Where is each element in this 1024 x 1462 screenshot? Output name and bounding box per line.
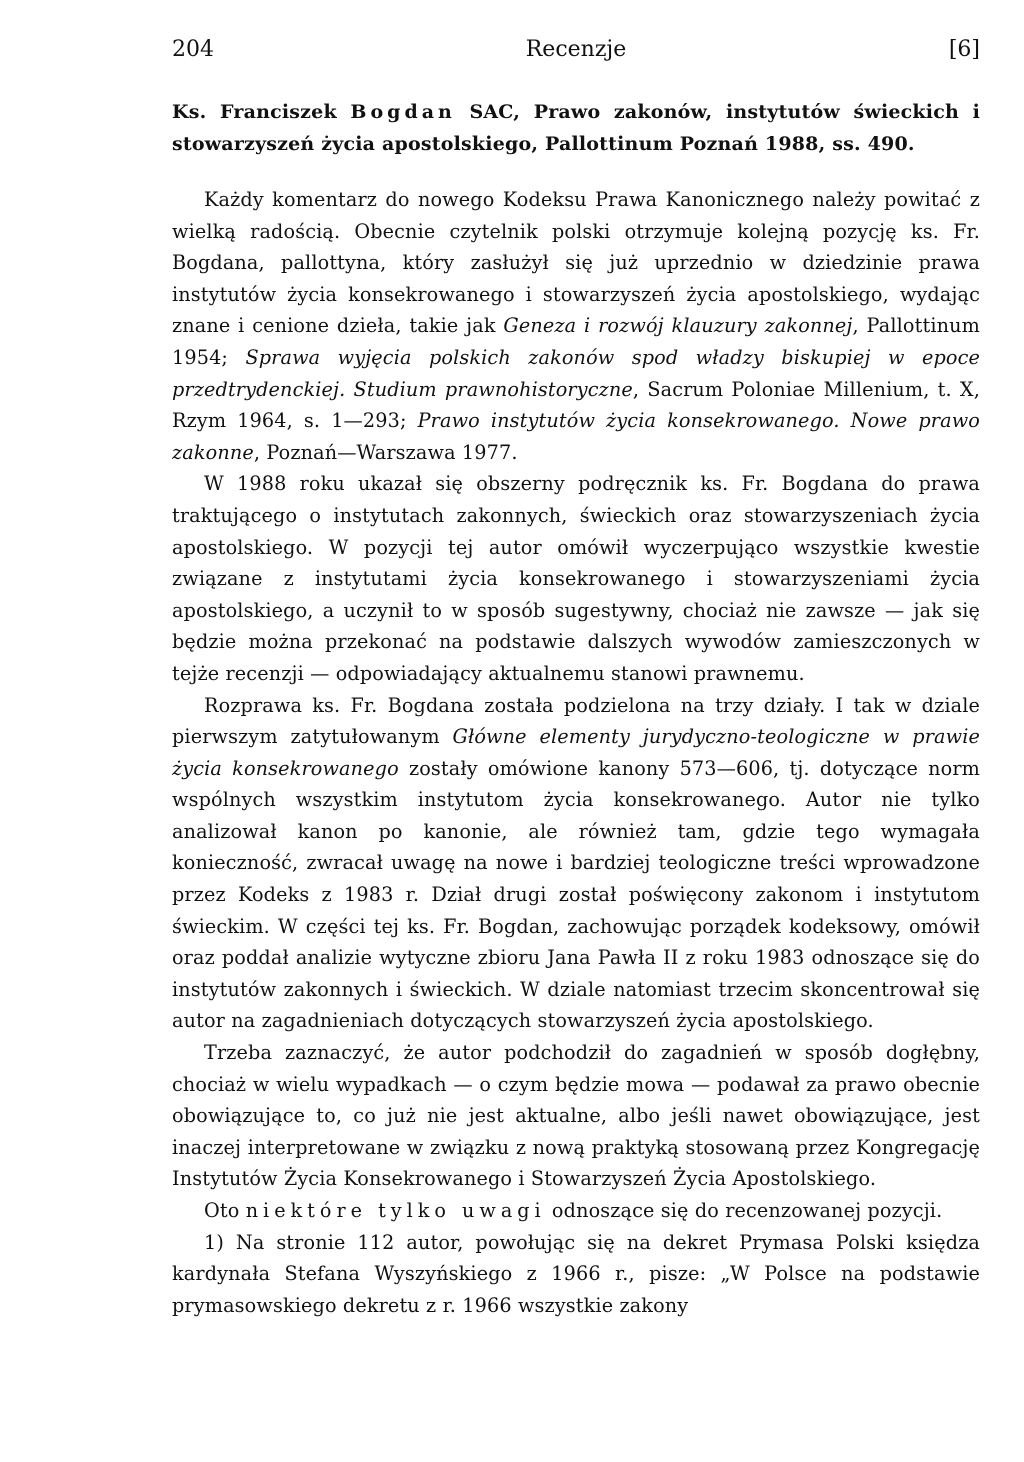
p1-text-b: , Pallottinum 1954; [172,314,980,369]
p1-text-a: Każdy komentarz do nowego Kodeksu Prawa Kanonicznego należy powitać z wielką radością. Obecnie czytelnik polski otrzymuje kolejną pozycję ks. Fr. Bogdana, pallottyna, który zasłużył się już uprzednio w dziedzinie prawa instytutów życia konsekrowanego i stowarzyszeń życia apostolskiego, wydając znane i cenione dzieła, takie jak [172,188,980,338]
paragraph-3 [172,690,980,1038]
running-head [172,30,980,70]
p1-title-2: Sprawa wyjęcia polskich zakonów spod władzy biskupiej w epoce przedtrydenckiej. Studium prawnohistoryczne [172,345,980,401]
p1-text-c: , Sacrum Poloniae Millenium, t. X, Rzym 1964, s. 1—293; [172,377,980,433]
p3-text-b: zostały omówione kanony 573—606, tj. dotyczące norm wspólnych wszystkim instytutom życia konsekrowanego. Autor nie tylko analizował kanon po kanonie, ale również tam, gdzie tego wymagała konieczność, zwracał uwagę na nowe i bardziej teologiczne treści wprowadzone przez Kodeks z 1983 r. Dział drugi został poświęcony zakonom i instytutom świeckim. W części tej ks. Fr. Bogdan, zachowując porządek kodeksowy, omówił oraz poddał analizie wytyczne zbioru Jana Pawła II z roku 1983 odnoszące się do instytutów zakonnych i świeckich. W dziale natomiast trzecim skoncentrował się autor na zagadnieniach dotyczących stowarzyszeń życia apostolskiego. [172,756,980,1033]
p5-spaced-text: niektóre tylko uwagi [245,1199,546,1222]
section-ref: [6] [948,37,980,62]
bibliographic-entry [172,96,980,160]
p5-text-b: odnoszące się do recenzowanej pozycji. [545,1199,943,1222]
paragraph-6: 1) Na stronie 112 autor, powołując się na dekret Prymasa Polski księdza kardynała Stefana Wyszyńskiego z 1966 r., pisze: „W Polsce na podstawie prymasowskiego dekretu z r. 1966 wszystkie zakony [172,1230,980,1317]
biblio-rest: SAC, Prawo zakonów, instytutów świeckich i stowarzyszeń życia apostolskiego, Pallottinum Poznań 1988, ss. 490. [172,101,980,155]
biblio-prefix: Ks. Franciszek [172,101,351,123]
p1-title-1: Geneza i rozwój klauzury zakonnej [503,314,853,338]
p3-text-a: Rozprawa ks. Fr. Bogdana została podzielona na trzy działy. I tak w dziale pierwszym zatytułowanym [172,693,980,749]
paragraph-5 [172,1195,980,1227]
p5-text-a: Oto [204,1199,246,1222]
paragraph-2: W 1988 roku ukazał się obszerny podręcznik ks. Fr. Bogdana do prawa traktującego o instytutach zakonnych, świeckich oraz stowarzyszeniach życia apostolskiego. W pozycji tej autor omówił wyczerpująco wszystkie kwestie związane z instytutami życia konsekrowanego i stowarzyszeniami życia apostolskiego, a uczynił to w sposób sugestywny, chociaż nie zawsze — jak się będzie można przekonać na podstawie dalszych wywodów zamieszczonych w tejże recenzji — odpowiadający aktualnemu stanowi prawnemu. [172,472,980,685]
paragraph-4: Trzeba zaznaczyć, że autor podchodził do zagadnień w sposób dogłębny, chociaż w wielu wypadkach — o czym będzie mowa — podawał za prawo obecnie obowiązujące to, co już nie jest aktualne, albo jeśli nawet obowiązujące, jest inaczej interpretowane w związku z nową praktyką stosowaną przez Kongregację Instytutów Życia Konsekrowanego i Stowarzyszeń Życia Apostolskiego. [172,1041,980,1191]
page-number: 204 [172,37,214,62]
p1-title-3: Prawo instytutów życia konsekrowanego. Nowe prawo zakonne [172,409,980,464]
p1-text-d: , Poznań—Warszawa 1977. [253,440,518,464]
biblio-author: Bogdan [350,101,456,123]
section-title: Recenzje [525,37,627,62]
review-body [172,184,980,1321]
document-page [172,30,980,1321]
p3-title-1: Główne elementy jurydyczno-teologiczne w prawie życia konsekrowanego [172,725,980,780]
paragraph-1 [172,184,980,468]
